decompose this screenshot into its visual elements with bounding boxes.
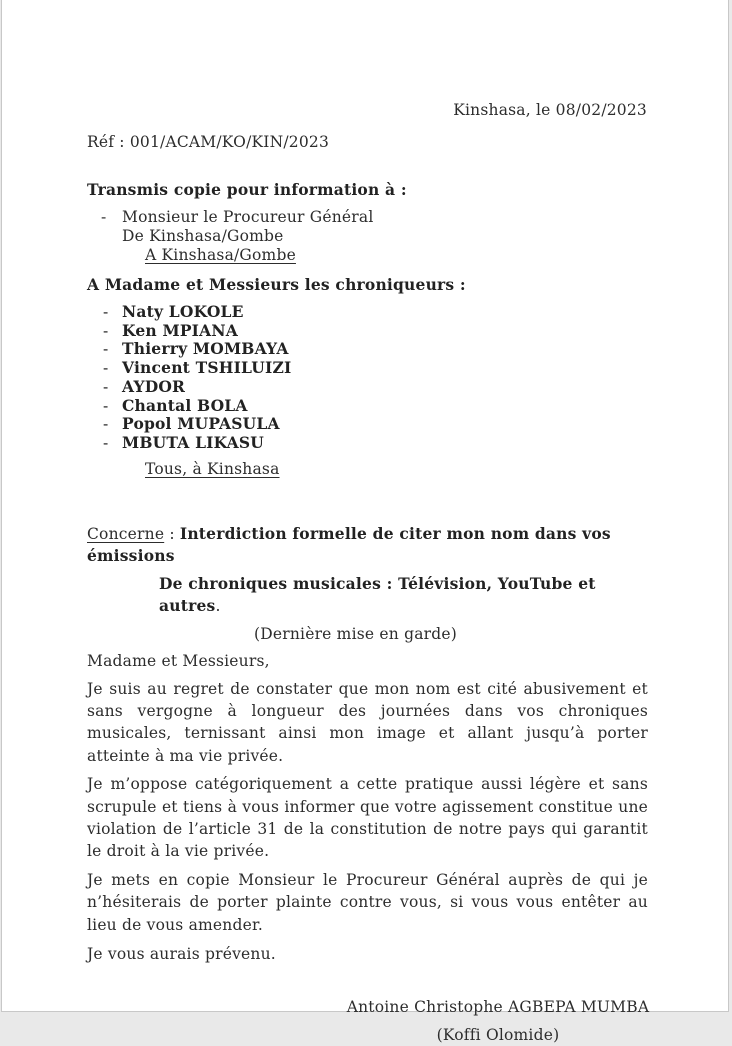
- addressee-item: - Popol MUPASULA: [87, 415, 648, 434]
- body-paragraph: Je suis au regret de constater que mon nom est cité abusivement et sans vergogne à longueur des journées dans vos chroniques musicales, ternissant ainsi mon image et allant jusqu’à porter atteinte à ma vie privée.: [87, 679, 648, 765]
- signature-name: Antoine Christophe AGBEPA MUMBA: [346, 998, 650, 1017]
- subject-text-line1: Interdiction formelle de citer mon nom dans vos émissions: [87, 523, 611, 565]
- signature-alias: (Koffi Olomide): [436, 1026, 560, 1045]
- subject-note: (Dernière mise en garde): [254, 624, 457, 643]
- cc-recipient-line2: De Kinshasa/Gombe: [122, 227, 284, 245]
- addressee-item: - Vincent TSHILUIZI: [87, 359, 648, 378]
- closing-line: Je vous aurais prévenu.: [87, 945, 276, 964]
- subject-text-line2: De chroniques musicales : Télévision, YouTube et autres: [159, 573, 596, 615]
- date-line: Kinshasa, le 08/02/2023: [453, 101, 647, 119]
- subject-line2: [159, 573, 648, 617]
- addressee-item: - Thierry MOMBAYA: [87, 340, 648, 359]
- addressee-item: - Naty LOKOLE: [87, 303, 648, 322]
- cc-recipient-item: [87, 208, 648, 246]
- addressees-all-line: Tous, à Kinshasa: [145, 459, 280, 478]
- cc-recipient-line1: - Monsieur le Procureur Général: [122, 208, 374, 226]
- cc-location-line: A Kinshasa/Gombe: [145, 246, 296, 264]
- addressee-item: - Chantal BOLA: [87, 397, 648, 416]
- reference-line: Réf : 001/ACAM/KO/KIN/2023: [87, 133, 330, 151]
- cc-heading: Transmis copie pour information à :: [87, 180, 407, 199]
- addressees-list: [87, 303, 648, 453]
- body-paragraph: Je m’oppose catégoriquement a cette pratique aussi légère et sans scrupule et tiens à vous informer que votre agissement constitue une violation de l’article 31 de la constitution de notre pays qui garantit le droit à la vie privée.: [87, 775, 648, 861]
- subject-separator: :: [164, 524, 180, 543]
- addressees-heading: A Madame et Messieurs les chroniqueurs :: [87, 275, 466, 294]
- addressee-item: - MBUTA LIKASU: [87, 434, 648, 453]
- body-paragraph: Je mets en copie Monsieur le Procureur Général auprès de qui je n’hésiterais de porter plainte contre vous, si vous vous entêter au lieu de vous amender.: [87, 870, 648, 934]
- subject-label: Concerne: [87, 524, 165, 543]
- addressee-item: - AYDOR: [87, 378, 648, 397]
- letter-page: [1, 0, 729, 1045]
- addressee-item: - Ken MPIANA: [87, 322, 648, 341]
- salutation: Madame et Messieurs,: [87, 651, 270, 670]
- subject-line: [87, 523, 648, 567]
- subject-line2-period: .: [215, 596, 221, 615]
